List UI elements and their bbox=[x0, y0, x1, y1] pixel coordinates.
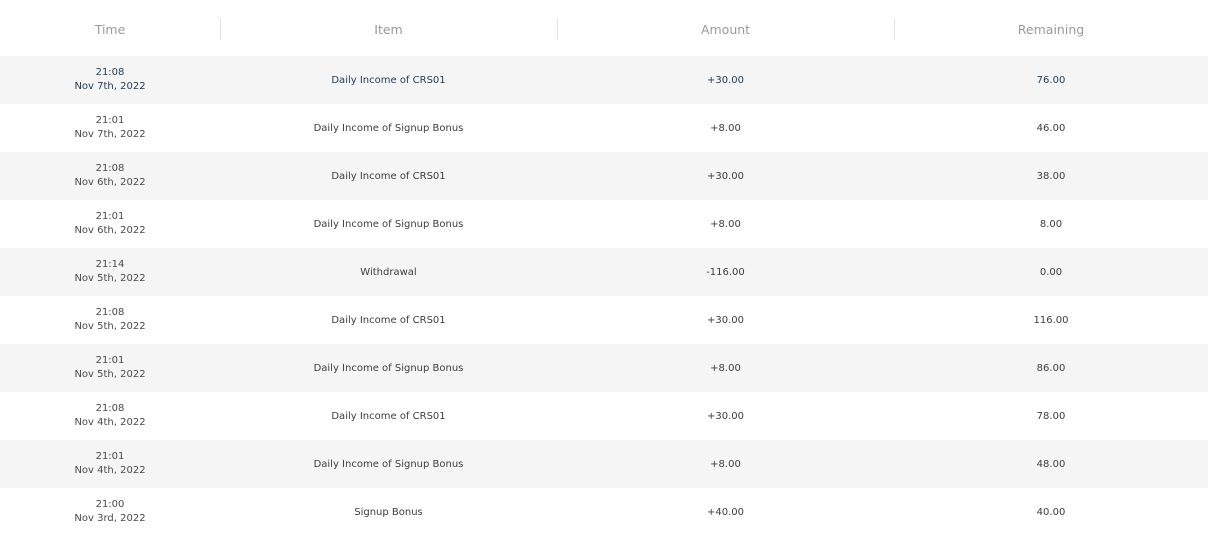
table-row bbox=[0, 200, 1208, 248]
table-header bbox=[0, 0, 1208, 56]
date-value: Nov 6th, 2022 bbox=[74, 225, 146, 236]
remaining-cell: 86.00 bbox=[1036, 362, 1066, 374]
time-cell bbox=[0, 450, 220, 478]
remaining-cell: 46.00 bbox=[1036, 122, 1066, 134]
item-cell: Daily Income of CRS01 bbox=[331, 314, 446, 326]
item-cell: Withdrawal bbox=[360, 266, 417, 278]
remaining-cell: 116.00 bbox=[1033, 314, 1069, 326]
table-row bbox=[0, 296, 1208, 344]
amount-cell: +40.00 bbox=[706, 506, 744, 518]
amount-cell: +30.00 bbox=[706, 74, 744, 86]
amount-cell: +30.00 bbox=[706, 410, 744, 422]
date-value: Nov 4th, 2022 bbox=[74, 465, 146, 476]
date-value: Nov 5th, 2022 bbox=[74, 321, 146, 332]
date-value: Nov 5th, 2022 bbox=[74, 273, 146, 284]
date-value: Nov 7th, 2022 bbox=[74, 81, 146, 92]
table-row bbox=[0, 248, 1208, 296]
item-cell: Daily Income of CRS01 bbox=[331, 74, 446, 86]
time-value: 21:01 bbox=[95, 115, 125, 126]
time-value: 21:01 bbox=[95, 355, 125, 366]
column-header-amount: Amount bbox=[557, 0, 894, 56]
date-value: Nov 5th, 2022 bbox=[74, 369, 146, 380]
time-value: 21:08 bbox=[95, 403, 125, 414]
table-row bbox=[0, 488, 1208, 536]
time-value: 21:08 bbox=[95, 307, 125, 318]
date-value: Nov 3rd, 2022 bbox=[74, 513, 146, 524]
table-row bbox=[0, 392, 1208, 440]
time-value: 21:08 bbox=[95, 67, 125, 78]
time-value: 21:14 bbox=[95, 259, 125, 270]
amount-cell: +8.00 bbox=[710, 362, 741, 374]
amount-cell: +30.00 bbox=[706, 314, 744, 326]
column-header-time: Time bbox=[94, 22, 126, 37]
amount-cell: +8.00 bbox=[710, 458, 741, 470]
time-cell bbox=[0, 402, 220, 430]
time-cell bbox=[0, 210, 220, 238]
table-row bbox=[0, 56, 1208, 104]
time-cell bbox=[0, 354, 220, 382]
remaining-cell: 76.00 bbox=[1036, 74, 1066, 86]
item-cell: Daily Income of Signup Bonus bbox=[313, 458, 464, 470]
item-cell: Daily Income of Signup Bonus bbox=[313, 122, 464, 134]
remaining-cell: 8.00 bbox=[1039, 218, 1063, 230]
table-row bbox=[0, 440, 1208, 488]
table-row bbox=[0, 104, 1208, 152]
item-cell: Daily Income of Signup Bonus bbox=[313, 362, 464, 374]
remaining-cell: 0.00 bbox=[1039, 266, 1063, 278]
remaining-cell: 40.00 bbox=[1036, 506, 1066, 518]
time-cell bbox=[0, 162, 220, 190]
remaining-cell: 48.00 bbox=[1036, 458, 1066, 470]
item-cell: Daily Income of CRS01 bbox=[331, 170, 446, 182]
time-value: 21:01 bbox=[95, 211, 125, 222]
date-value: Nov 6th, 2022 bbox=[74, 177, 146, 188]
amount-cell: -116.00 bbox=[706, 266, 745, 278]
time-cell bbox=[0, 306, 220, 334]
remaining-cell: 38.00 bbox=[1036, 170, 1066, 182]
date-value: Nov 4th, 2022 bbox=[74, 417, 146, 428]
table-row bbox=[0, 344, 1208, 392]
time-cell bbox=[0, 66, 220, 94]
time-cell bbox=[0, 114, 220, 142]
date-value: Nov 7th, 2022 bbox=[74, 129, 146, 140]
time-cell bbox=[0, 258, 220, 286]
time-value: 21:00 bbox=[95, 499, 125, 510]
item-cell: Daily Income of CRS01 bbox=[331, 410, 446, 422]
item-cell: Signup Bonus bbox=[354, 506, 423, 518]
column-header-remaining: Remaining bbox=[894, 0, 1208, 56]
column-header-item: Item bbox=[220, 0, 557, 56]
table-row bbox=[0, 152, 1208, 200]
time-value: 21:01 bbox=[95, 451, 125, 462]
time-cell bbox=[0, 498, 220, 526]
amount-cell: +30.00 bbox=[706, 170, 744, 182]
remaining-cell: 78.00 bbox=[1036, 410, 1066, 422]
amount-cell: +8.00 bbox=[710, 122, 741, 134]
table-body bbox=[0, 56, 1208, 536]
time-value: 21:08 bbox=[95, 163, 125, 174]
item-cell: Daily Income of Signup Bonus bbox=[313, 218, 464, 230]
amount-cell: +8.00 bbox=[710, 218, 741, 230]
